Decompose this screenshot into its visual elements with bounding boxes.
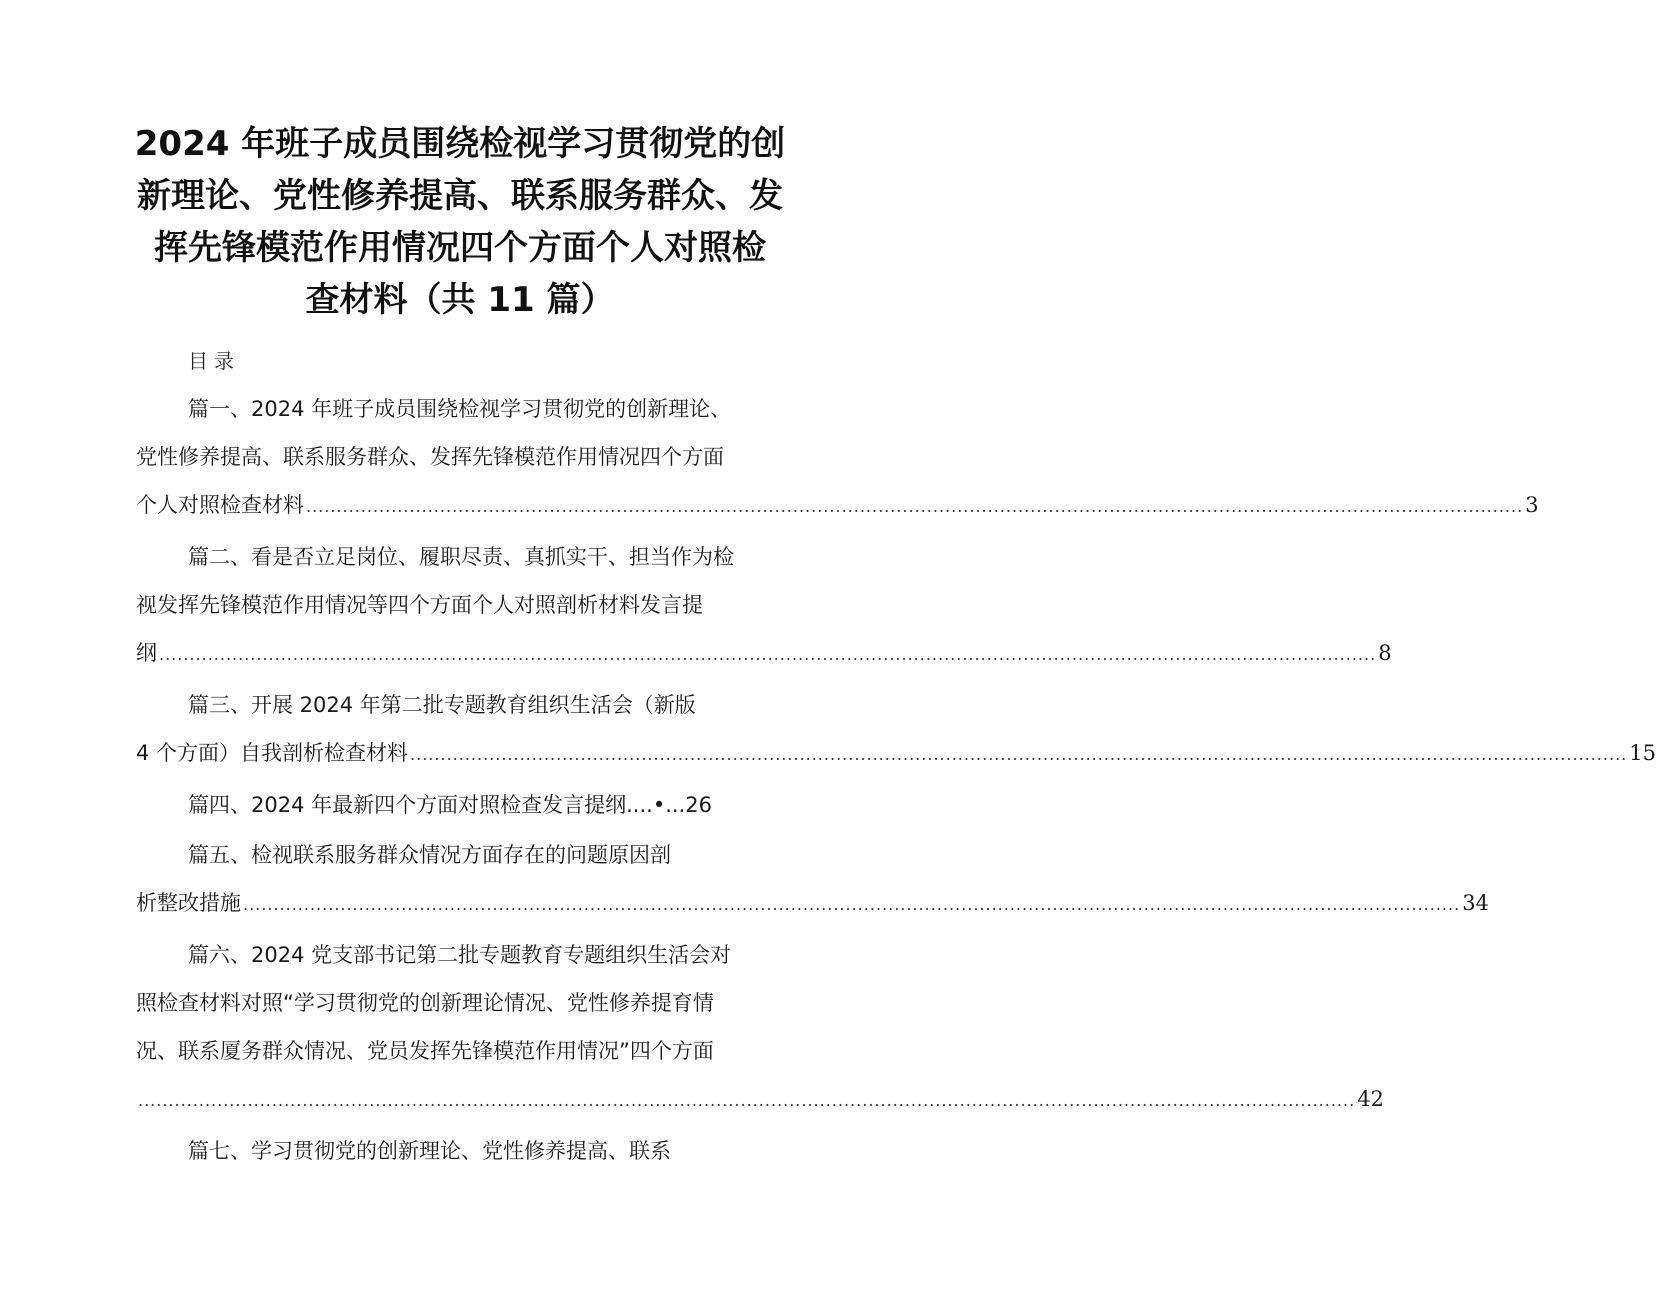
toc-entry-last-line bbox=[136, 481, 1539, 531]
toc-entry-line: 篇三、开展 2024 年第二批专题教育组织生活会（新版 bbox=[188, 693, 696, 717]
toc-entry-line: 照检查材料对照“学习贯彻党的创新理论情况、党性修养提育情 bbox=[136, 991, 714, 1015]
title-line: 挥先锋模范作用情况四个方面个人对照检 bbox=[154, 228, 766, 268]
toc-entry-last-line bbox=[136, 1075, 1384, 1125]
toc-leader-dots: ........................................................................................................................................................................................................ bbox=[243, 895, 1461, 914]
toc-entry-line: 篇二、看是否立足岗位、履职尽责、真抓实干、担当作为检 bbox=[188, 545, 734, 569]
toc-entry-last-line bbox=[136, 629, 1392, 679]
toc-entry-line: 篇七、学习贯彻党的创新理论、党性修养提高、联系 bbox=[188, 1139, 671, 1163]
document-title bbox=[120, 118, 800, 326]
toc-entry-last-line bbox=[136, 729, 1656, 779]
title-line: 新理论、党性修养提高、联系服务群众、发 bbox=[137, 176, 783, 216]
toc-page-number: 8 bbox=[1378, 641, 1392, 665]
toc-entry[interactable] bbox=[136, 781, 786, 829]
toc-leader-dots: ........................................................................................................................................................................................................ bbox=[410, 745, 1628, 764]
toc-entry-text: 纲 bbox=[136, 641, 157, 665]
toc-entry-line: 篇六、2024 党支部书记第二批专题教育专题组织生活会对 bbox=[188, 943, 732, 967]
toc-entry[interactable] bbox=[136, 385, 1539, 531]
toc-entry-line: 篇五、检视联系服务群众情况方面存在的问题原因剖 bbox=[188, 843, 671, 867]
toc-entry[interactable] bbox=[136, 931, 1384, 1125]
toc-entry-line: 篇一、2024 年班子成员围绕检视学习贯彻党的创新理论、 bbox=[188, 397, 732, 421]
toc-entry-line: 况、联系厦务群众情况、党员发挥先锋模范作用情况”四个方面 bbox=[136, 1039, 714, 1063]
toc-entry-last-line bbox=[136, 879, 1489, 929]
toc-leader-dots: ........................................................................................................................................................................................................ bbox=[159, 645, 1377, 664]
toc-leader-dots: ........................................................................................................................................................................................................ bbox=[306, 497, 1524, 516]
toc-heading: 目录 bbox=[188, 349, 240, 373]
toc-entry-line: 视发挥先锋模范作用情况等四个方面个人对照剖析材料发言提 bbox=[136, 593, 703, 617]
toc-page-number: 34 bbox=[1462, 891, 1489, 915]
toc-page-number: 42 bbox=[1357, 1087, 1384, 1111]
toc-entry-line: 篇四、2024 年最新四个方面对照检查发言提纲....•...26 bbox=[188, 793, 712, 817]
table-of-contents bbox=[136, 385, 1656, 1177]
toc-entry[interactable] bbox=[136, 533, 1392, 679]
toc-entry-text: 析整改措施 bbox=[136, 891, 241, 915]
toc-entry[interactable] bbox=[136, 831, 1489, 929]
title-line: 2024 年班子成员围绕检视学习贯彻党的创 bbox=[134, 124, 786, 164]
toc-entry[interactable] bbox=[136, 1127, 786, 1175]
toc-page-number: 3 bbox=[1525, 493, 1539, 517]
toc-leader-dots: ........................................................................................................................................................................................................ bbox=[138, 1091, 1356, 1110]
toc-entry[interactable] bbox=[136, 681, 1656, 779]
toc-entry-line: 党性修养提高、联系服务群众、发挥先锋模范作用情况四个方面 bbox=[136, 445, 724, 469]
toc-page-number: 15 bbox=[1629, 741, 1656, 765]
title-line: 查材料（共 11 篇） bbox=[305, 280, 615, 320]
toc-entry-text: 4 个方面）自我剖析检查材料 bbox=[136, 741, 409, 765]
toc-entry-text: 个人对照检查材料 bbox=[136, 493, 304, 517]
